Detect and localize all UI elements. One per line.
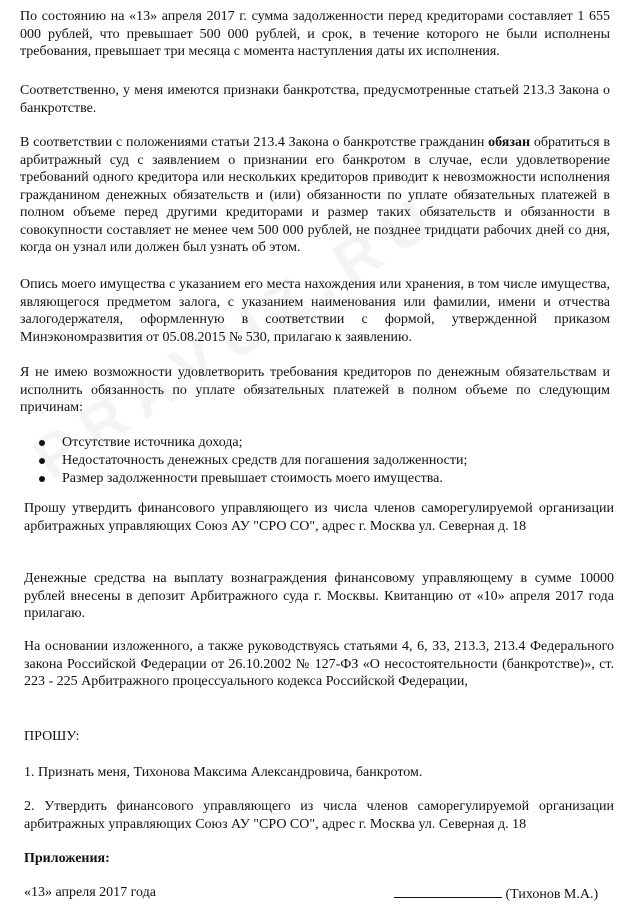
paragraph-debt-amount: По состоянию на «13» апреля 2017 г. сумма задолженности перед кредиторами составляет 1 655 000 рублей, что превышает 500 000 рублей, и срок, в течение которого не были исполнены требования, превышает три месяца с момента наступления даты их исполнения. [20, 9, 610, 59]
request-heading: ПРОШУ: [24, 729, 80, 744]
bullet-icon [39, 476, 45, 482]
attachments-heading: Приложения: [24, 851, 110, 866]
paragraph-obligation-end: обратиться в арбитражный суд с заявлением о признании его банкротом в случае, если удовлетворение требований одного кредитора или нескольких кредиторов приводит к невозможности исполнения гражданином денежных обязательств и (или) обязанности по уплате обязательных платежей в полном объеме перед другими кредиторами и размер таких обязательств и обязанности в совокупности составляет не менее чем 500 000 рублей, не позднее тридцати рабочих дней со дня, когда он узнал или должен был узнать об этом. [20, 135, 610, 255]
list-item [20, 470, 610, 488]
bullet-icon [39, 440, 45, 446]
list-item [20, 434, 610, 452]
signature-row [24, 884, 614, 902]
signature-date: «13» апреля 2017 года [24, 885, 156, 900]
paragraph-obligation [20, 134, 610, 257]
list-item [20, 452, 610, 470]
paragraph-inability: Я не имею возможности удовлетворить требования кредиторов по денежным обязательствам и исполнить обязанность по уплате обязательных платежей в полном объеме по следующим причинам: [20, 365, 610, 415]
paragraph-financial-manager-request: Прошу утвердить финансового управляющего из числа членов саморегулируемой организации арбитражных управляющих Союз АУ "СРО СО", адрес г. Москва ул. Северная д. 18 [24, 501, 614, 534]
request-item-2: 2. Утвердить финансового управляющего из числа членов саморегулируемой организации арбитражных управляющих Союз АУ "СРО СО", адрес г. Москва ул. Северная д. 18 [24, 799, 614, 832]
paragraph-deposit: Денежные средства на выплату вознаграждения финансовому управляющему в сумме 10000 рублей внесены в депозит Арбитражного суда г. Москвы. Квитанцию от «10» апреля 2017 года прилагаю. [24, 571, 614, 621]
paragraph-obligation-start: В соответствии с положениями статьи 213.4 Закона о банкротстве гражданин [20, 135, 489, 150]
bullet-icon [39, 458, 45, 464]
request-item-1: 1. Признать меня, Тихонова Максима Александровича, банкротом. [24, 765, 423, 780]
signature-block [394, 884, 598, 904]
signature-line [394, 884, 502, 898]
reasons-list [20, 434, 610, 488]
paragraph-bankruptcy-signs: Соответственно, у меня имеются признаки банкротства, предусмотренные статьей 213.3 Закона о банкротстве. [20, 83, 610, 116]
paragraph-obligation-bold-word: обязан [488, 135, 531, 150]
signer-name: (Тихонов М.А.) [505, 887, 599, 902]
reason-text: Отсутствие источника дохода; [62, 435, 243, 450]
paragraph-legal-basis: На основании изложенного, а также руководствуясь статьями 4, 6, 33, 213.3, 213.4 Федерального закона Российской Федерации от 26.10.2002 № 127-ФЗ «О несостоятельности (банкротстве)», ст. 223 - 225 Арбитражного процессуального кодекса Российской Федерации, [24, 639, 614, 689]
reason-text: Размер задолженности превышает стоимость моего имущества. [62, 471, 443, 486]
paragraph-property-inventory: Опись моего имущества с указанием его места нахождения или хранения, в том числе имущества, являющегося предметом залога, с указанием наименования или фамилии, имени и отчества залогодержателя, оформленную в соответствии с формой, утвержденной приказом Минэкономразвития от 05.08.2015 № 530, прилагаю к заявлению. [20, 277, 610, 345]
reason-text: Недостаточность денежных средств для погашения задолженности; [62, 453, 468, 468]
